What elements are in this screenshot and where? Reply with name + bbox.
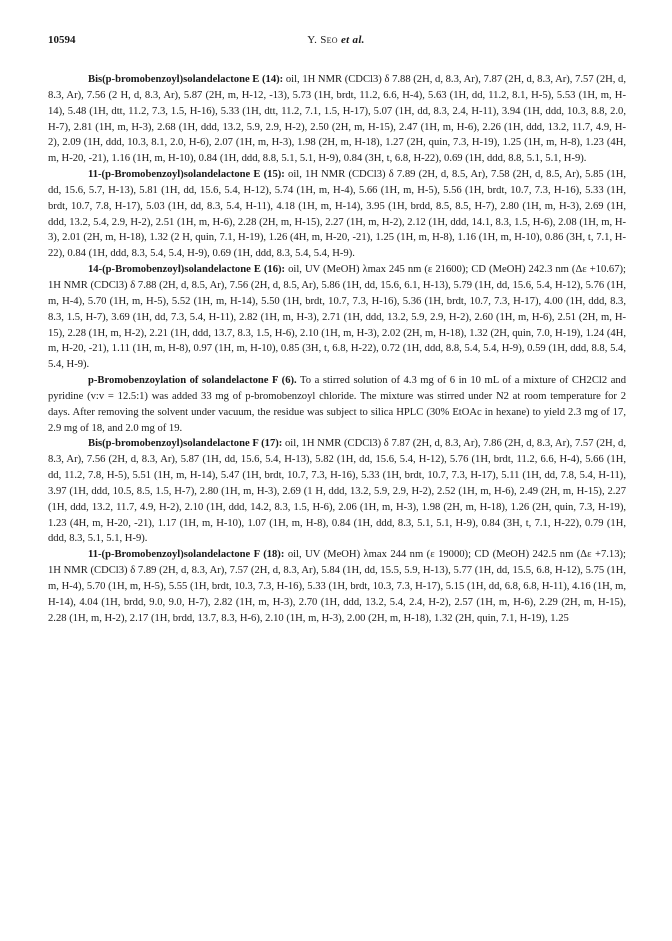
paragraph-compound-16 [48,262,626,373]
paragraph-text: oil, UV (MeOH) λmax 244 nm (ε 19000); CD (MeOH) 242.5 nm (Δε +7.13); 1H NMR (CDCl3) δ 7.89 (2H, d, 8.3, Ar), 7.57 (2H, d, 8.3, Ar), 5.84 (1H, dd, 15.5, 5.9, H-13), 5.77 (1H, dd, 15.5, 6.8, H-12), 5.75 (1H, m, H-4), 5.70 (1H, m, H-5), 5.55 (1H, brdt, 10.3, 7.3, H-16), 5.33 (1H, brdt, 10.3, 7.3, H-17), 5.15 (1H, dd, 6.8, 6.8, H-11), 4.16 (1H, m, H-14), 4.04 (1H, brdd, 9.0, 9.0, H-7), 2.82 (1H, m, H-3), 2.70 (1H, ddd, 13.2, 5.4, 2.4, H-2), 2.57 (1H, m, H-6), 2.29 (2H, m, H-15), 2.28 (1H, m, H-2), 2.17 (1H, brdd, 13.7, 8.3, H-6), 2.10 (1H, m, H-3), 2.00 (2H, m, H-18), 1.32 (2H, quin, 7.1, H-19), 1.25 [48,549,626,624]
paragraph-text: oil, UV (MeOH) λmax 245 nm (ε 21600); CD (MeOH) 242.3 nm (Δε +10.67); 1H NMR (CDCl3) δ 7.88 (2H, d, 8.5, Ar), 7.56 (2H, d, 8.5, Ar), 5.86 (1H, dd, 15.6, 6.1, H-13), 5.79 (1H, dd, 15.6, 5.4, H-12), 5.76 (1H, m, H-4), 5.70 (1H, m, H-5), 5.52 (1H, m, H-14), 5.50 (1H, brdt, 10.7, 7.3, H-16), 5.36 (1H, brdt, 10.7, 7.3, H-17), 4.00 (1H, ddd, 8.3, 8.3, 1.5, H-7), 3.69 (1H, dd, 7.3, 5.4, H-11), 2.82 (1H, m, H-3), 2.71 (1H, ddd, 13.2, 5.9, 2.9, H-2), 2.60 (1H, m, H-6), 2.51 (2H, m, H-15), 2.28 (1H, m, H-2), 2.21 (1H, ddd, 13.7, 8.3, 1.5, H-6), 2.10 (1H, m, H-3), 2.02 (2H, m, H-18), 1.32 (2H, quin, 7.0, H-19), 1.24 (4H, m, H-20, -21), 1.11 (1H, m, H-8), 0.97 (1H, m, H-10), 0.85 (3H, t, 6.8, H-22), 0.72 (1H, ddd, 8.8, 5.4, 5.4, H-9), 0.59 (1H, ddd, 8.8, 5.4, 5.4, H-9). [48,264,626,371]
paragraph-compound-14 [48,72,626,167]
paragraph-bromobenzoylation-f [48,373,626,436]
author-name: Y. Seo [307,34,338,46]
compound-heading: 11-(p-Bromobenzoyl)solandelactone E (15): [88,169,285,181]
compound-heading: 14-(p-Bromobenzoyl)solandelactone E (16): [88,264,286,276]
paragraph-text: oil, 1H NMR (CDCl3) δ 7.87 (2H, d, 8.3, Ar), 7.86 (2H, d, 8.3, Ar), 7.57 (2H, d, 8.3, Ar), 7.56 (2H, d, 8.3, Ar), 5.87 (1H, dd, 15.6, 5.4, H-13), 5.82 (1H, dd, 15.6, 5.4, H-12), 5.76 (1H, brdt, 11.2, 6.6, H-4), 5.66 (1H, dd, 11.2, 7.8, H-5), 5.51 (1H, m, H-14), 5.47 (1H, brdt, 10.7, 7.3, H-16), 5.33 (1H, brdt, 10.7, 7.3, H-17), 5.11 (1H, dd, 7.8, 5.4, H-11), 3.97 (1H, ddd, 10.5, 8.5, 1.5, H-7), 2.80 (1H, m, H-3), 2.69 (1 H, ddd, 13.2, 5.9, 2.9, H-2), 2.52 (1H, m, H-6), 2.49 (2H, m, H-15), 2.27 (1H, ddd, 13.2, 11.7, 4.9, H-2), 2.10 (1H, ddd, 14.2, 8.3, 1.5, H-6), 2.06 (1H, m, H-3), 1.98 (2H, m, H-18), 1.26 (2H, quin, 7.3, H-19), 1.23 (4H, m, H-20, -21), 1.17 (1H, m, H-10), 1.07 (1H, m, H-8), 0.84 (1H, ddd, 8.3, 5.1, 5.1, H-9), 0.84 (3H, t, 7.1, H-22), 0.79 (1H, ddd, 8.3, 5.1, 5.1, H-9). [48,438,626,545]
paragraph-text: oil, 1H NMR (CDCl3) δ 7.89 (2H, d, 8.5, Ar), 7.58 (2H, d, 8.5, Ar), 5.85 (1H, dd, 15.6, 5.7, H-13), 5.81 (1H, dd, 15.6, 5.4, H-12), 5.74 (1H, m, H-4), 5.66 (1H, m, H-5), 5.56 (1H, brdt, 10.7, 7.3, H-16), 5.33 (1H, brdt, 10.7, 7.8, H-17), 5.03 (1H, dd, 8.3, 5.4, H-11), 4.18 (1H, m, H-14), 3.95 (1H, brdd, 8.5, 8.5, H-7), 2.80 (1H, m, H-3), 2.69 (1H, ddd, 13.2, 5.4, 2.9, H-2), 2.51 (1H, m, H-6), 2.28 (2H, m, H-15), 2.27 (1H, m, H-2), 2.12 (1H, ddd, 14.1, 8.3, 1.5, H-6), 2.08 (1H, m, H-3), 2.01 (2H, m, H-18), 1.32 (2 H, quin, 7.1, H-19), 1.26 (4H, m, H-20, -21), 1.25 (1H, m, H-8), 1.16 (1H, m, H-10), 0.86 (3H, t, 7.1, H-22), 0.84 (1H, ddd, 8.3, 5.4, 5.4, H-9), 0.69 (1H, ddd, 8.3, 5.4, 5.4, H-9). [48,169,626,260]
paragraph-compound-15 [48,167,626,262]
running-title [48,34,624,46]
compound-heading: 11-(p-Bromobenzoyl)solandelactone F (18): [88,549,285,561]
compound-heading: Bis(p-bromobenzoyl)solandelactone E (14): [88,74,284,85]
paragraph-compound-17 [48,436,626,547]
article-body [48,72,626,627]
et-al: et al. [340,34,365,46]
paragraph-text: To a stirred solution of 4.3 mg of 6 in 10 mL of a mixture of CH2Cl2 and pyridine (v:v = 12.5:1) was added 33 mg of p-bromobenzoyl chloride. The mixture was stirred under N2 at room temperature for 2 days. After removing the solvent under vacuum, the residue was subject to silica HPLC (30% EtOAc in hexane) to yield 2.3 mg of 17, 2.9 mg of 18, and 2.0 mg of 19. [48,375,626,434]
procedure-heading: p-Bromobenzoylation of solandelactone F (6). [88,375,297,387]
compound-heading: Bis(p-bromobenzoyl)solandelactone F (17): [88,438,283,450]
page-number: 10594 [48,34,76,46]
paragraph-text: oil, 1H NMR (CDCl3) δ 7.88 (2H, d, 8.3, Ar), 7.87 (2H, d, 8.3, Ar), 7.57 (2H, d, 8.3, Ar), 7.56 (2 H, d, 8.3, Ar), 5.87 (2H, m, H-12, -13), 5.73 (1H, brdt, 11.2, 6.6, H-4), 5.63 (1H, dd, 11.2, 8.1, H-5), 5.53 (1H, m, H-14), 5.48 (1H, dtt, 11.2, 7.3, 1.5, H-16), 5.33 (1H, dtt, 11.2, 7.1, 1.5, H-17), 5.07 (1H, dd, 8.3, 2.4, H-11), 3.94 (1H, ddd, 10.3, 8.8, 2.0, H-7), 2.81 (1H, m, H-3), 2.68 (1H, ddd, 13.2, 5.9, 2.9, H-2), 2.50 (2H, m, H-15), 2.47 (1H, m, H-6), 2.26 (1H, ddd, 13.2, 11.7, 4.9, H-2), 2.09 (1H, ddd, 10.3, 8.1, 2.0, H-6), 2.07 (1H, m, H-3), 1.98 (2H, m, H-18), 1.27 (2H, quin, 7.3, H-19), 1.25 (1H, m, H-8), 1.23 (4H, m, H-20, -21), 1.16 (1H, m, H-10), 0.84 (1H, ddd, 8.8, 5.1, 5.1, H-9), 0.84 (3H, t, 6.8, H-22), 0.69 (1H, ddd, 8.8, 5.1, 5.1, H-9). [48,74,627,165]
paragraph-compound-18 [48,547,626,626]
running-header [48,34,624,50]
